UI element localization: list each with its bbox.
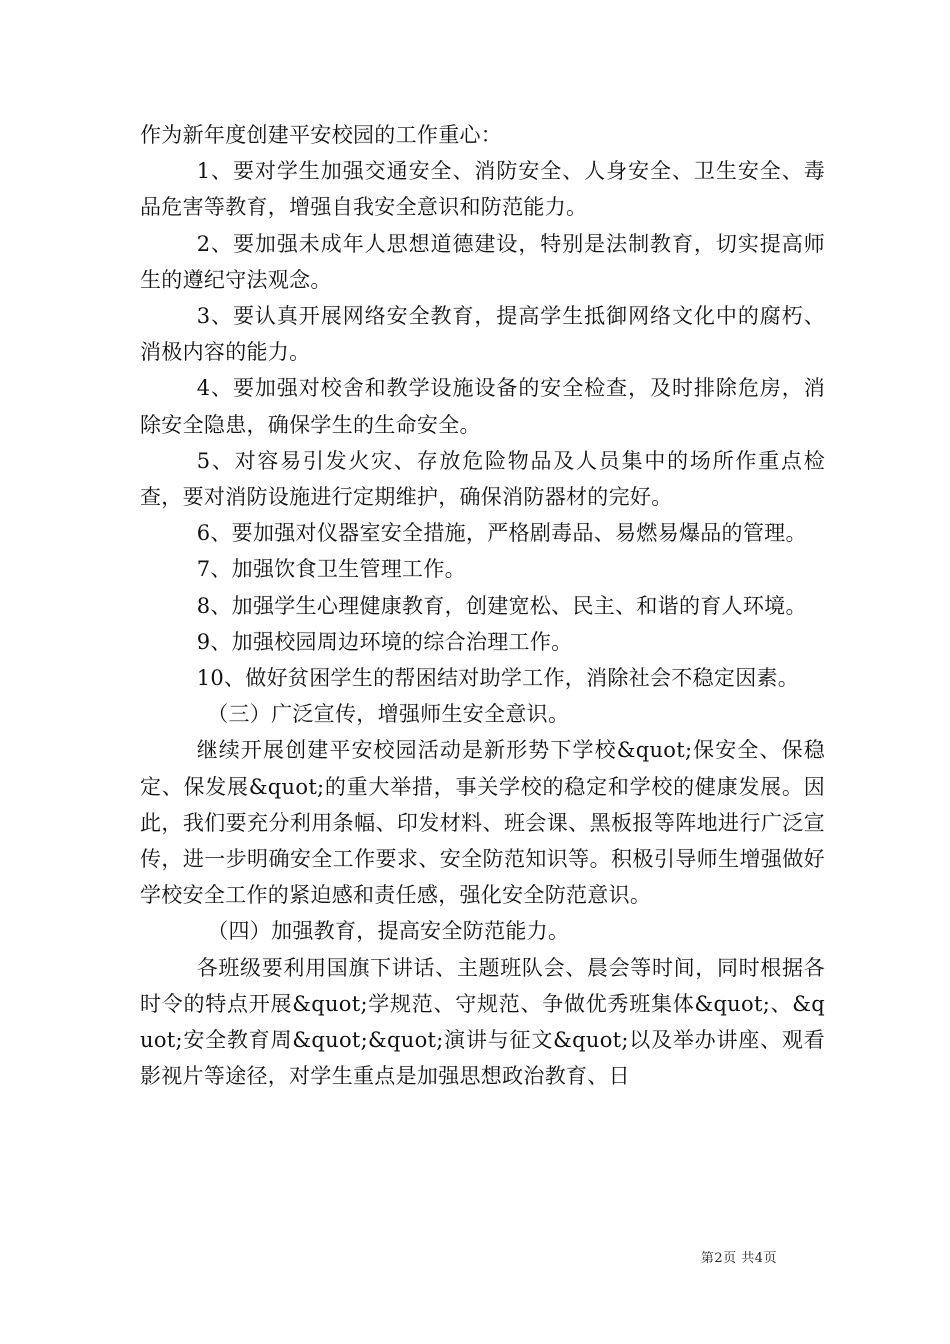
paragraph-education: 各班级要利用国旗下讲话、主题班队会、晨会等时间，同时根据各时令的特点开展&quot;学规范、守规范、争做优秀班集体&quot;、&quot;安全教育周&quot;&quot;演讲与征文&quot;以及举办讲座、观看影视片等途径，对学生重点是加强思想政治教育、日 [140,955,825,1089]
list-item-3: 3、要认真开展网络安全教育，提高学生抵御网络文化中的腐朽、消极内容的能力。 [140,304,825,365]
list-item-1: 1、要对学生加强交通安全、消防安全、人身安全、卫生安全、毒品危害等教育，增强自我安全意识和防范能力。 [140,159,825,220]
list-item-10: 10、做好贫困学生的帮困结对助学工作，消除社会不稳定因素。 [196,666,800,691]
list-item-8: 8、加强学生心理健康教育，创建宽松、民主、和谐的育人环境。 [196,593,807,618]
page-footer [0,1247,950,1266]
list-item-2: 2、要加强未成年人思想道德建设，特别是法制教育，切实提高师生的遵纪守法观念。 [140,231,825,292]
list-item-7: 7、加强饮食卫生管理工作。 [196,557,466,582]
document-body [140,117,825,1094]
section-heading-3: （三）广泛宣传，增强师生安全意识。 [207,702,570,727]
list-item-5: 5、对容易引发火灾、存放危险物品及人员集中的场所作重点检查，要对消防设施进行定期维护，确保消防器材的完好。 [140,448,825,510]
paragraph-publicity: 继续开展创建平安校园活动是新形势下学校&quot;保安全、保稳定、保发展&quot;的重大举措，事关学校的稳定和学校的健康发展。因此，我们要充分利用条幅、印发材料、班会课、黑板报等阵地进行广泛宣传，进一步明确安全工作要求、安全防范知识等。积极引导师生增强做好学校安全工作的紧迫感和责任感，强化安全防范意识。 [140,738,825,908]
list-item-4: 4、要加强对校舍和教学设施设备的安全检查，及时排除危房，消除安全隐患，确保学生的生命安全。 [140,376,825,437]
list-item-9: 9、加强校园周边环境的综合治理工作。 [196,629,573,654]
section-heading-4: （四）加强教育，提高安全防范能力。 [207,919,570,944]
paragraph-intro: 作为新年度创建平安校园的工作重心： [140,123,503,147]
page-number: 第2页 共4页 [700,1251,778,1266]
list-item-6: 6、要加强对仪器室安全措施，严格剧毒品、易燃易爆品的管理。 [196,521,807,546]
